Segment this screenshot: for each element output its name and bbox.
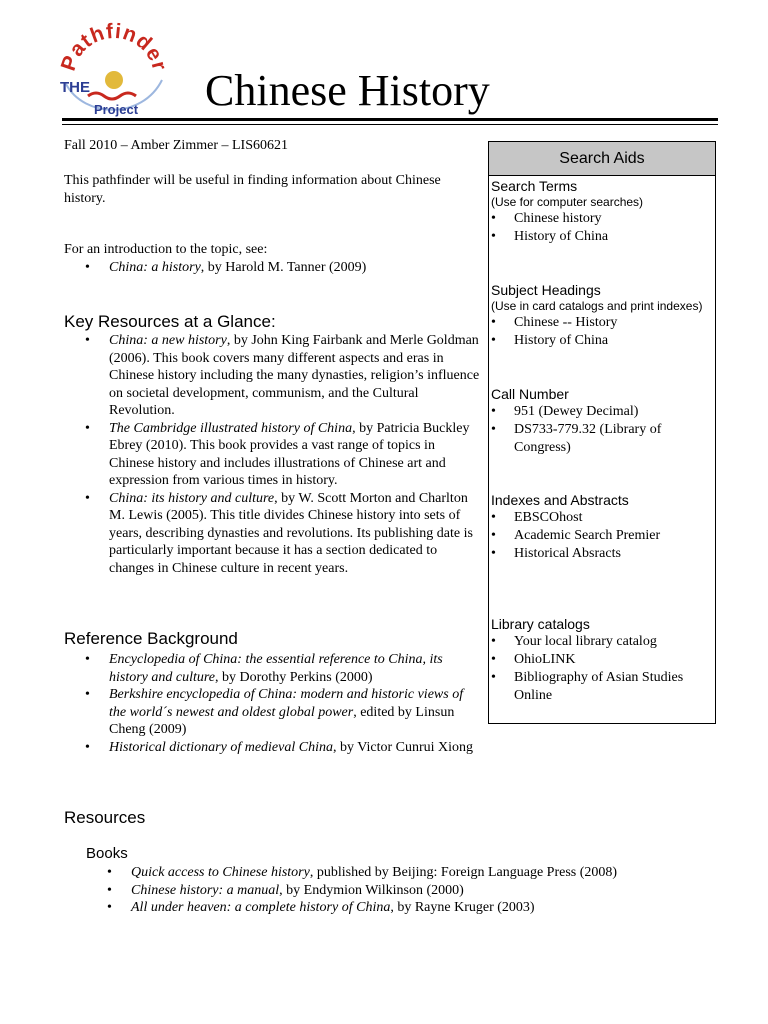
citation-title: All under heaven: a complete history of China (131, 900, 391, 915)
bullet: • (491, 546, 496, 561)
search-terms-list (491, 210, 713, 246)
list-item-text: EBSCOhost (514, 510, 583, 525)
bullet: • (491, 652, 496, 667)
bullet: • (85, 420, 90, 436)
index-item (491, 509, 713, 527)
intro-lead: For an introduction to the topic, see: (64, 242, 268, 257)
call-number-item (491, 403, 713, 421)
bullet: • (107, 900, 112, 915)
index-item (491, 527, 713, 545)
indexes-abstracts-title: Indexes and Abstracts (491, 492, 629, 508)
key-resources-list (85, 332, 480, 577)
citation-details: , by Patricia Buckley Ebrey (2010). This book provides a vast range of topics in Chinese history and includes illustrations of Chinese art and expression from various times in history. (109, 420, 470, 488)
bullet: • (491, 510, 496, 525)
library-catalog-item (491, 669, 713, 705)
book-item (107, 882, 707, 900)
title-rule-thick (62, 118, 718, 121)
bullet: • (85, 490, 90, 506)
library-catalogs-title: Library catalogs (491, 616, 590, 632)
library-catalogs-list (491, 633, 713, 705)
call-number-list (491, 403, 713, 457)
subject-headings-list (491, 314, 713, 350)
search-aids-header: Search Aids (489, 142, 715, 176)
citation-title: Berkshire encyclopedia of China: modern and historic views of the world´s newest and oldest global power (109, 687, 464, 720)
intro-description: This pathfinder will be useful in finding information about Chinese history. (64, 173, 441, 206)
reference-item (85, 686, 480, 739)
meta-line: Fall 2010 – Amber Zimmer – LIS60621 (64, 138, 288, 153)
call-number-item (491, 421, 713, 457)
index-item (491, 545, 713, 563)
bullet: • (107, 865, 112, 880)
citation-title: Encyclopedia of China: the essential reference to China, its history and culture (109, 652, 443, 685)
indexes-abstracts-section (491, 492, 713, 563)
citation-details: , by Endymion Wilkinson (2000) (279, 882, 464, 898)
citation-details: , by Victor Cunrui Xiong (332, 739, 474, 755)
reference-list (85, 651, 480, 756)
citation-details: , by W. Scott Morton and Charlton M. Lewis (2005). This title divides Chinese history into sets of years, describing dynasties and revolutions. Its publishing date is particularly important because it has a section dedicated to changes in Chinese culture in recent years. (109, 490, 473, 576)
key-resource-item (85, 490, 480, 578)
search-terms-note: (Use for computer searches) (491, 195, 644, 209)
list-item-text: 951 (Dewey Decimal) (514, 404, 639, 419)
citation-details: , by Harold M. Tanner (2009) (200, 260, 367, 275)
key-resource-item (85, 332, 480, 420)
indexes-abstracts-list (491, 509, 713, 563)
reference-item (85, 651, 480, 686)
bullet: • (491, 634, 496, 649)
search-term-item (491, 228, 713, 246)
citation-title: The Cambridge illustrated history of China (109, 420, 353, 436)
citation-title: China: a new history (109, 333, 227, 348)
library-catalog-item (491, 651, 713, 669)
list-item-text: Historical Absracts (514, 546, 621, 561)
logo-arc-text: Pathfinder (56, 22, 172, 74)
subject-heading-item (491, 314, 713, 332)
subject-headings-section (491, 282, 713, 350)
bullet: • (491, 211, 496, 226)
pathfinder-logo (54, 22, 172, 122)
logo-the-text: THE (60, 79, 90, 96)
citation-title: Historical dictionary of medieval China (109, 739, 333, 755)
bullet: • (491, 229, 496, 244)
subject-headings-note: (Use in card catalogs and print indexes) (491, 299, 703, 313)
reference-item (85, 739, 480, 757)
call-number-section (491, 386, 713, 457)
bullet: • (85, 652, 90, 667)
logo-sun-icon (105, 71, 123, 89)
reference-background-heading: Reference Background (64, 629, 238, 648)
bullet: • (491, 333, 496, 348)
bullet: • (85, 687, 90, 702)
title-rule-thin (62, 124, 718, 125)
resources-heading: Resources (64, 808, 146, 827)
book-item (107, 864, 707, 882)
list-item-text: History of China (514, 229, 609, 244)
search-term-item (491, 210, 713, 228)
citation-details: , published by Beijing: Foreign Language Press (2008) (309, 865, 618, 880)
search-terms-title: Search Terms (491, 178, 578, 194)
bullet: • (491, 422, 496, 437)
citation-title: Quick access to Chinese history (131, 865, 310, 880)
citation-details: , edited by Linsun Cheng (2009) (109, 704, 455, 737)
list-item-text: Your local library catalog (514, 634, 657, 649)
call-number-title: Call Number (491, 386, 569, 402)
list-item-text: Chinese -- History (514, 315, 618, 330)
list-item-text: Bibliography of Asian Studies Online (514, 670, 684, 703)
intro-list-item (85, 259, 480, 277)
logo-project-text: Project (93, 102, 139, 117)
list-item-text: History of China (514, 333, 609, 348)
books-list (107, 864, 707, 917)
search-aids-box (488, 141, 716, 724)
list-item-text: OhioLINK (514, 652, 576, 667)
list-item-text: DS733-779.32 (Library of Congress) (514, 422, 662, 455)
list-item-text: Academic Search Premier (514, 528, 661, 543)
citation-details: , by John King Fairbank and Merle Goldman (2006). This book covers many different aspects and eras in Chinese history including the many dynasties, religion’s influence on societal development, communism, and the Cultural Revolution. (109, 333, 480, 418)
intro-list (85, 259, 480, 277)
list-item-text: Chinese history (514, 211, 602, 226)
bullet: • (107, 882, 112, 898)
citation-title: Chinese history: a manual (131, 882, 280, 898)
library-catalogs-section (491, 616, 713, 705)
citation-title: China: its history and culture (109, 490, 275, 506)
search-terms-section (491, 178, 713, 246)
bullet: • (491, 670, 496, 685)
bullet: • (491, 404, 496, 419)
bullet: • (85, 333, 90, 348)
citation-title: China: a history (109, 260, 201, 275)
bullet: • (85, 260, 90, 275)
books-heading: Books (86, 845, 128, 862)
bullet: • (491, 528, 496, 543)
library-catalog-item (491, 633, 713, 651)
bullet: • (491, 315, 496, 330)
page-title: Chinese History (205, 66, 490, 115)
book-item (107, 899, 707, 917)
citation-details: , by Rayne Kruger (2003) (390, 900, 535, 915)
subject-headings-title: Subject Headings (491, 282, 601, 298)
key-resources-heading: Key Resources at a Glance: (64, 312, 276, 331)
key-resource-item (85, 420, 480, 490)
bullet: • (85, 739, 90, 755)
logo-tilde-icon (88, 93, 136, 99)
citation-details: , by Dorothy Perkins (2000) (215, 669, 373, 685)
subject-heading-item (491, 332, 713, 350)
